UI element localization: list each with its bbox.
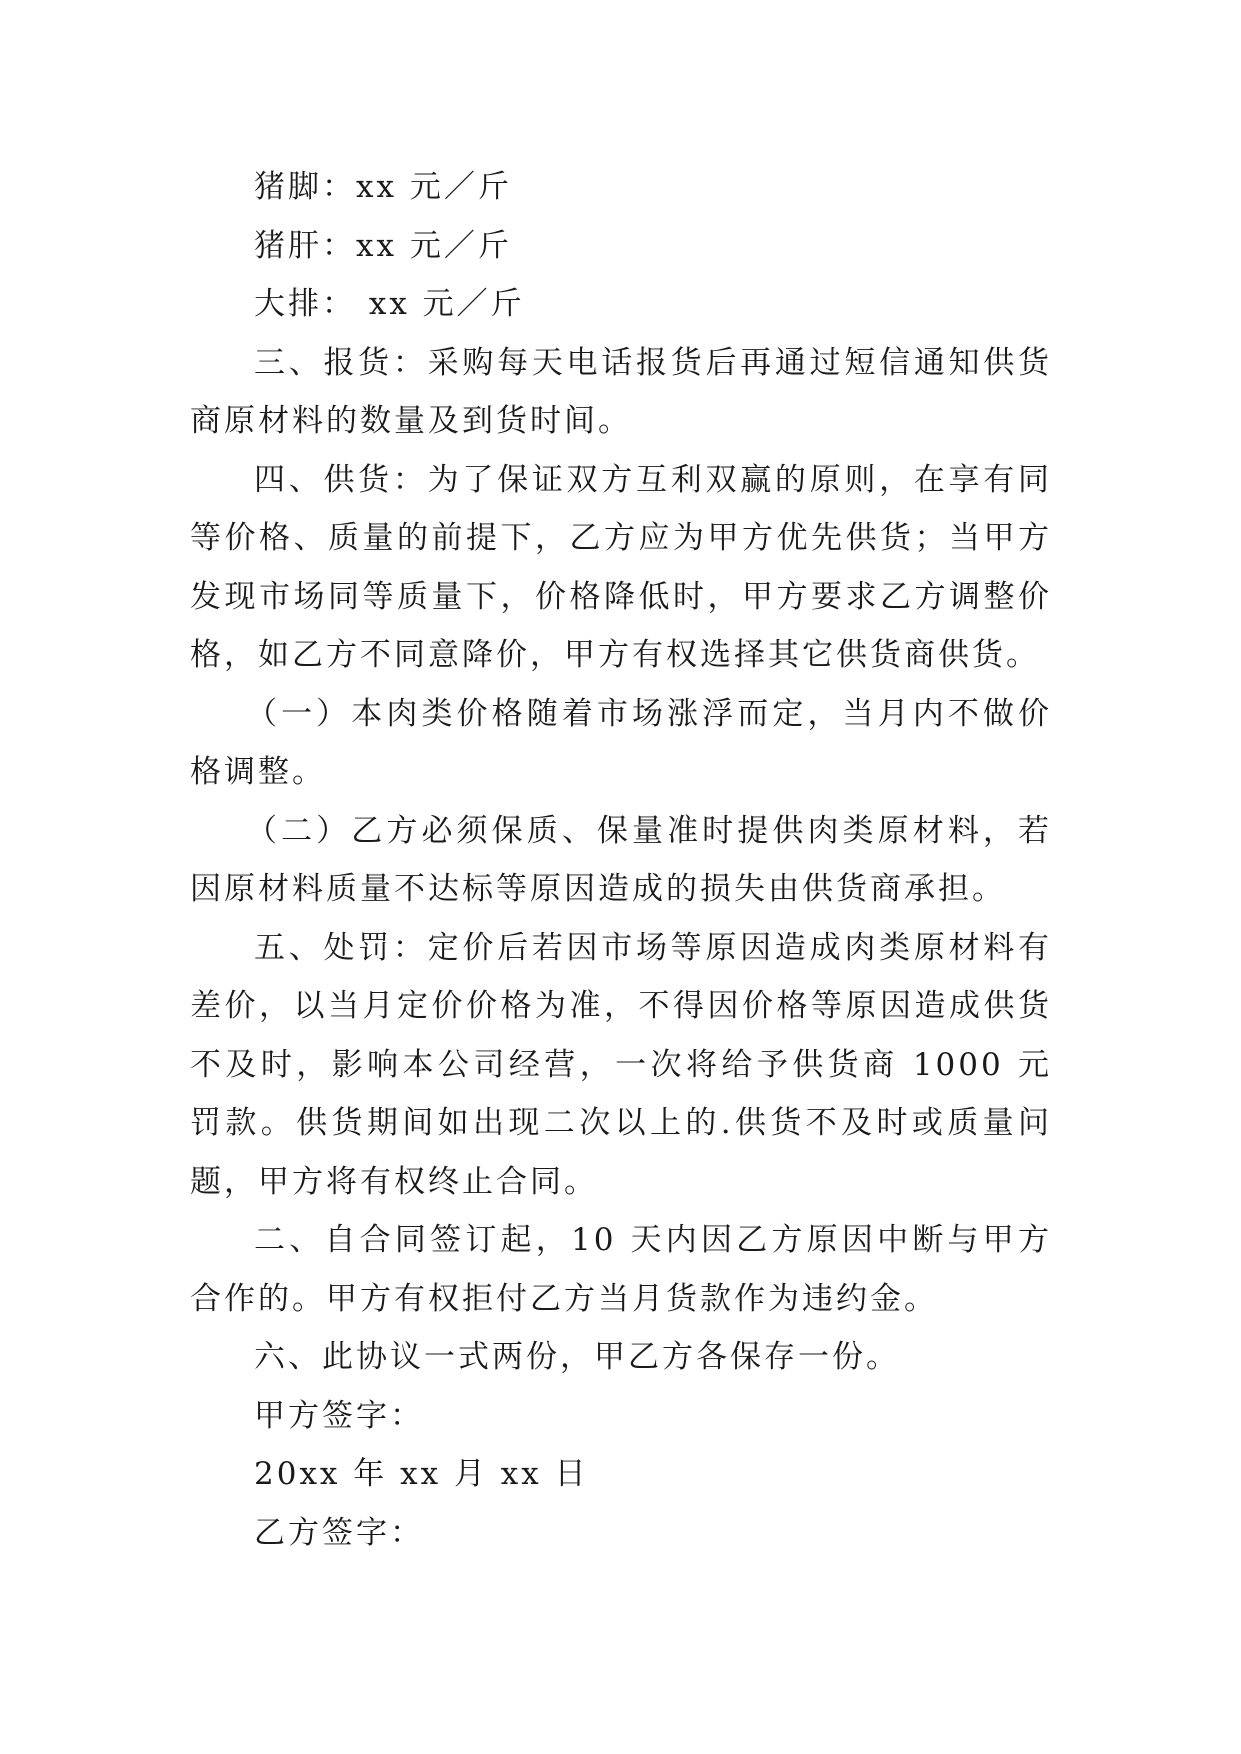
clause-supply: 四、供货：为了保证双方互利双赢的原则，在享有同等价格、质量的前提下，乙方应为甲方优先供货；当甲方发现市场同等质量下，价格降低时，甲方要求乙方调整价格，如乙方不同意降价，甲方有权选择其它供货商供货。 bbox=[190, 461, 1052, 673]
clause-penalty: 五、处罚：定价后若因市场等原因造成肉类原材料有差价，以当月定价价格为准，不得因价格等原因造成供货不及时，影响本公司经营，一次将给予供货商 1000 元罚款。供货期间如出现二次以上的.供货不及时或质量问题，甲方将有权终止合同。 bbox=[190, 929, 1052, 1200]
clause-copies: 六、此协议一式两份，甲乙方各保存一份。 bbox=[254, 1339, 900, 1375]
clause-supply-sub-1: （一）本肉类价格随着市场涨浮而定，当月内不做价格调整。 bbox=[190, 695, 1052, 790]
price-item-pig-trotter: 猪脚：xx 元／斤 bbox=[254, 169, 512, 205]
clause-ordering: 三、报货：采购每天电话报货后再通过短信通知供货商原材料的数量及到货时间。 bbox=[190, 344, 1052, 439]
signature-date: 20xx 年 xx 月 xx 日 bbox=[254, 1456, 589, 1492]
price-item-pork-chop: 大排： xx 元／斤 bbox=[254, 286, 525, 322]
party-b-signature-label: 乙方签字： bbox=[254, 1514, 424, 1551]
document-body bbox=[190, 158, 1052, 1562]
price-item-pig-liver: 猪肝：xx 元／斤 bbox=[254, 227, 512, 264]
party-a-signature-label: 甲方签字： bbox=[254, 1397, 424, 1434]
clause-supply-sub-2: （二）乙方必须保质、保量准时提供肉类原材料，若因原材料质量不达标等原因造成的损失由供货商承担。 bbox=[190, 812, 1052, 907]
clause-termination: 二、自合同签订起，10 天内因乙方原因中断与甲方合作的。甲方有权拒付乙方当月货款作为违约金。 bbox=[190, 1222, 1052, 1317]
